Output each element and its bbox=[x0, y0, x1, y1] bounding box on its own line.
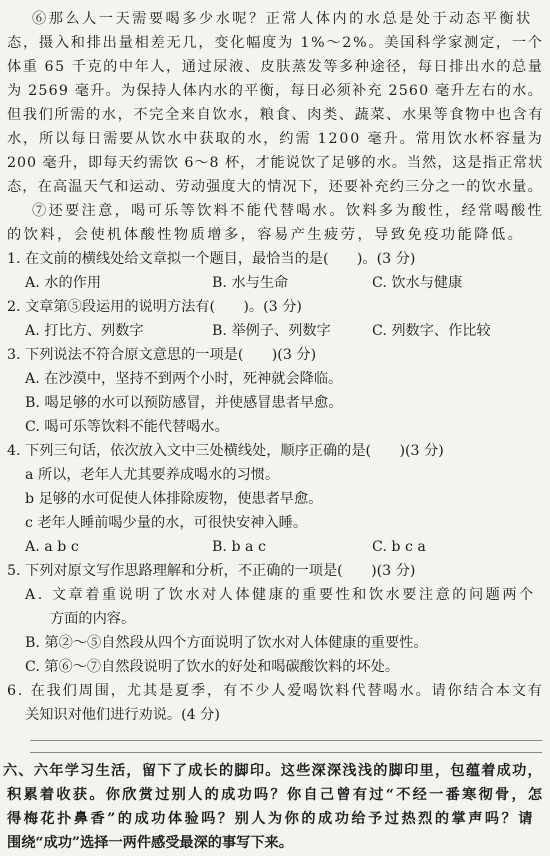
q2-stem: 2. 文章第⑤段运用的说明方法有( )。(3 分) bbox=[7, 299, 302, 315]
para6-line-4: 为 2569 毫升。为保持人体内水的平衡，每日必须补充 2560 毫升左右的水。 bbox=[7, 83, 543, 99]
q5-option-a-line1: A. 文章着重说明了饮水对人体健康的重要性和饮水要注意的问题两个 bbox=[25, 587, 536, 603]
para6-line-3: 体重 65 千克的中年人，通过尿液、皮肤蒸发等多种途径，每日排出水的总量 bbox=[7, 59, 544, 75]
q4-sentence-b: b 足够的水可促使人体排除废物，使患者早愈。 bbox=[25, 491, 323, 507]
q4-option-a: A. a b c bbox=[25, 539, 79, 555]
para6-line-7: 200 毫升，即每天约需饮 6～8 杯，才能说饮了足够的水。当然，这是指正常状 bbox=[7, 155, 544, 171]
q3-option-b: B. 喝足够的水可以预防感冒，并使感冒患者早愈。 bbox=[25, 395, 343, 411]
q5-option-b: B. 第②～⑤自然段从四个方面说明了饮水对人体健康的重要性。 bbox=[25, 635, 428, 651]
q1-stem: 1. 在文前的横线处给文章拟一个题目，最恰当的是( )。(3 分) bbox=[7, 251, 416, 267]
q2-option-c: C. 列数字、作比较 bbox=[372, 323, 491, 339]
q2-option-b: B. 举例子、列数字 bbox=[212, 323, 331, 339]
para6-line-6: 水，所以每日需要从饮水中获取的水，约需 1200 毫升。常用饮水杯容量为 bbox=[7, 131, 544, 147]
section6-line-3: 得梅花扑鼻香”的成功体验吗？别人为你的成功给予过热烈的掌声吗？请 bbox=[7, 811, 535, 827]
para6-line-8: 态，在高温天气和运动、劳动强度大的情况下，还要补充约三分之一的饮水量。 bbox=[7, 179, 543, 195]
section6-line-1: 六、六年学习生活，留下了成长的脚印。这些深深浅浅的脚印里，包蕴着成功， bbox=[3, 763, 543, 779]
q4-option-c: C. b c a bbox=[372, 539, 426, 555]
q6-line-1: 6. 在我们周围，尤其是夏季，有不少人爱喝饮料代替喝水。请你结合本文有 bbox=[7, 683, 544, 699]
q4-option-b: B. b a c bbox=[212, 539, 266, 555]
q1-option-c: C. 饮水与健康 bbox=[372, 275, 463, 291]
q3-stem: 3. 下列说法不符合原文意思的一项是( )(3 分) bbox=[7, 347, 317, 363]
para7-line-2: 的饮料，会使机体酸性物质增多，容易产生疲劳，导致免疫功能降低。 bbox=[7, 227, 525, 243]
q5-stem: 5. 下列对原文写作思路理解和分析，不正确的一项是( )(3 分) bbox=[7, 563, 416, 579]
q6-line-2: 关知识对他们进行劝说。(4 分) bbox=[25, 707, 220, 723]
section6-line-2: 积累着收获。你欣赏过别人的成功吗？你自己曾有过“不经一番寒彻骨，怎 bbox=[7, 787, 545, 803]
para6-line-5: 但我们所需的水，不完全来自饮水，粮食、肉类、蔬菜、水果等食物中也含有 bbox=[7, 107, 545, 123]
q5-option-a-line2: 方面的内容。 bbox=[50, 611, 136, 627]
q4-sentence-c: c 老年人睡前喝少量的水，可很快安神入睡。 bbox=[25, 515, 308, 531]
para6-line-1: ⑥那么人一天需要喝多少水呢？正常人体内的水总是处于动态平衡状 bbox=[32, 11, 533, 27]
q4-stem: 4. 下列三句话，依次放入文中三处横线处，顺序正确的是( )(3 分) bbox=[7, 443, 444, 459]
q1-option-a: A. 水的作用 bbox=[25, 275, 102, 291]
q3-option-c: C. 喝可乐等饮料不能代替喝水。 bbox=[25, 419, 229, 435]
q3-option-a: A. 在沙漠中，坚持不到两个小时，死神就会降临。 bbox=[25, 371, 343, 387]
q1-option-b: B. 水与生命 bbox=[212, 275, 289, 291]
q4-sentence-a: a 所以，老年人尤其要养成喝水的习惯。 bbox=[25, 467, 280, 483]
para6-line-2: 态，摄入和排出量相差无几，变化幅度为 1%～2%。美国科学家测定，一个 bbox=[7, 35, 544, 51]
q2-option-a: A. 打比方、列数字 bbox=[25, 323, 144, 339]
answer-line-2 bbox=[30, 752, 542, 753]
section6-line-4: 围绕“成功”选择一两件感受最深的事写下来。 bbox=[7, 835, 293, 851]
para7-line-1: ⑦还要注意，喝可乐等饮料不能代替喝水。饮料多为酸性，经常喝酸性 bbox=[32, 203, 545, 219]
answer-line-1 bbox=[30, 740, 542, 741]
q5-option-c: C. 第⑥～⑦自然段说明了饮水的好处和喝碳酸饮料的坏处。 bbox=[25, 659, 400, 675]
